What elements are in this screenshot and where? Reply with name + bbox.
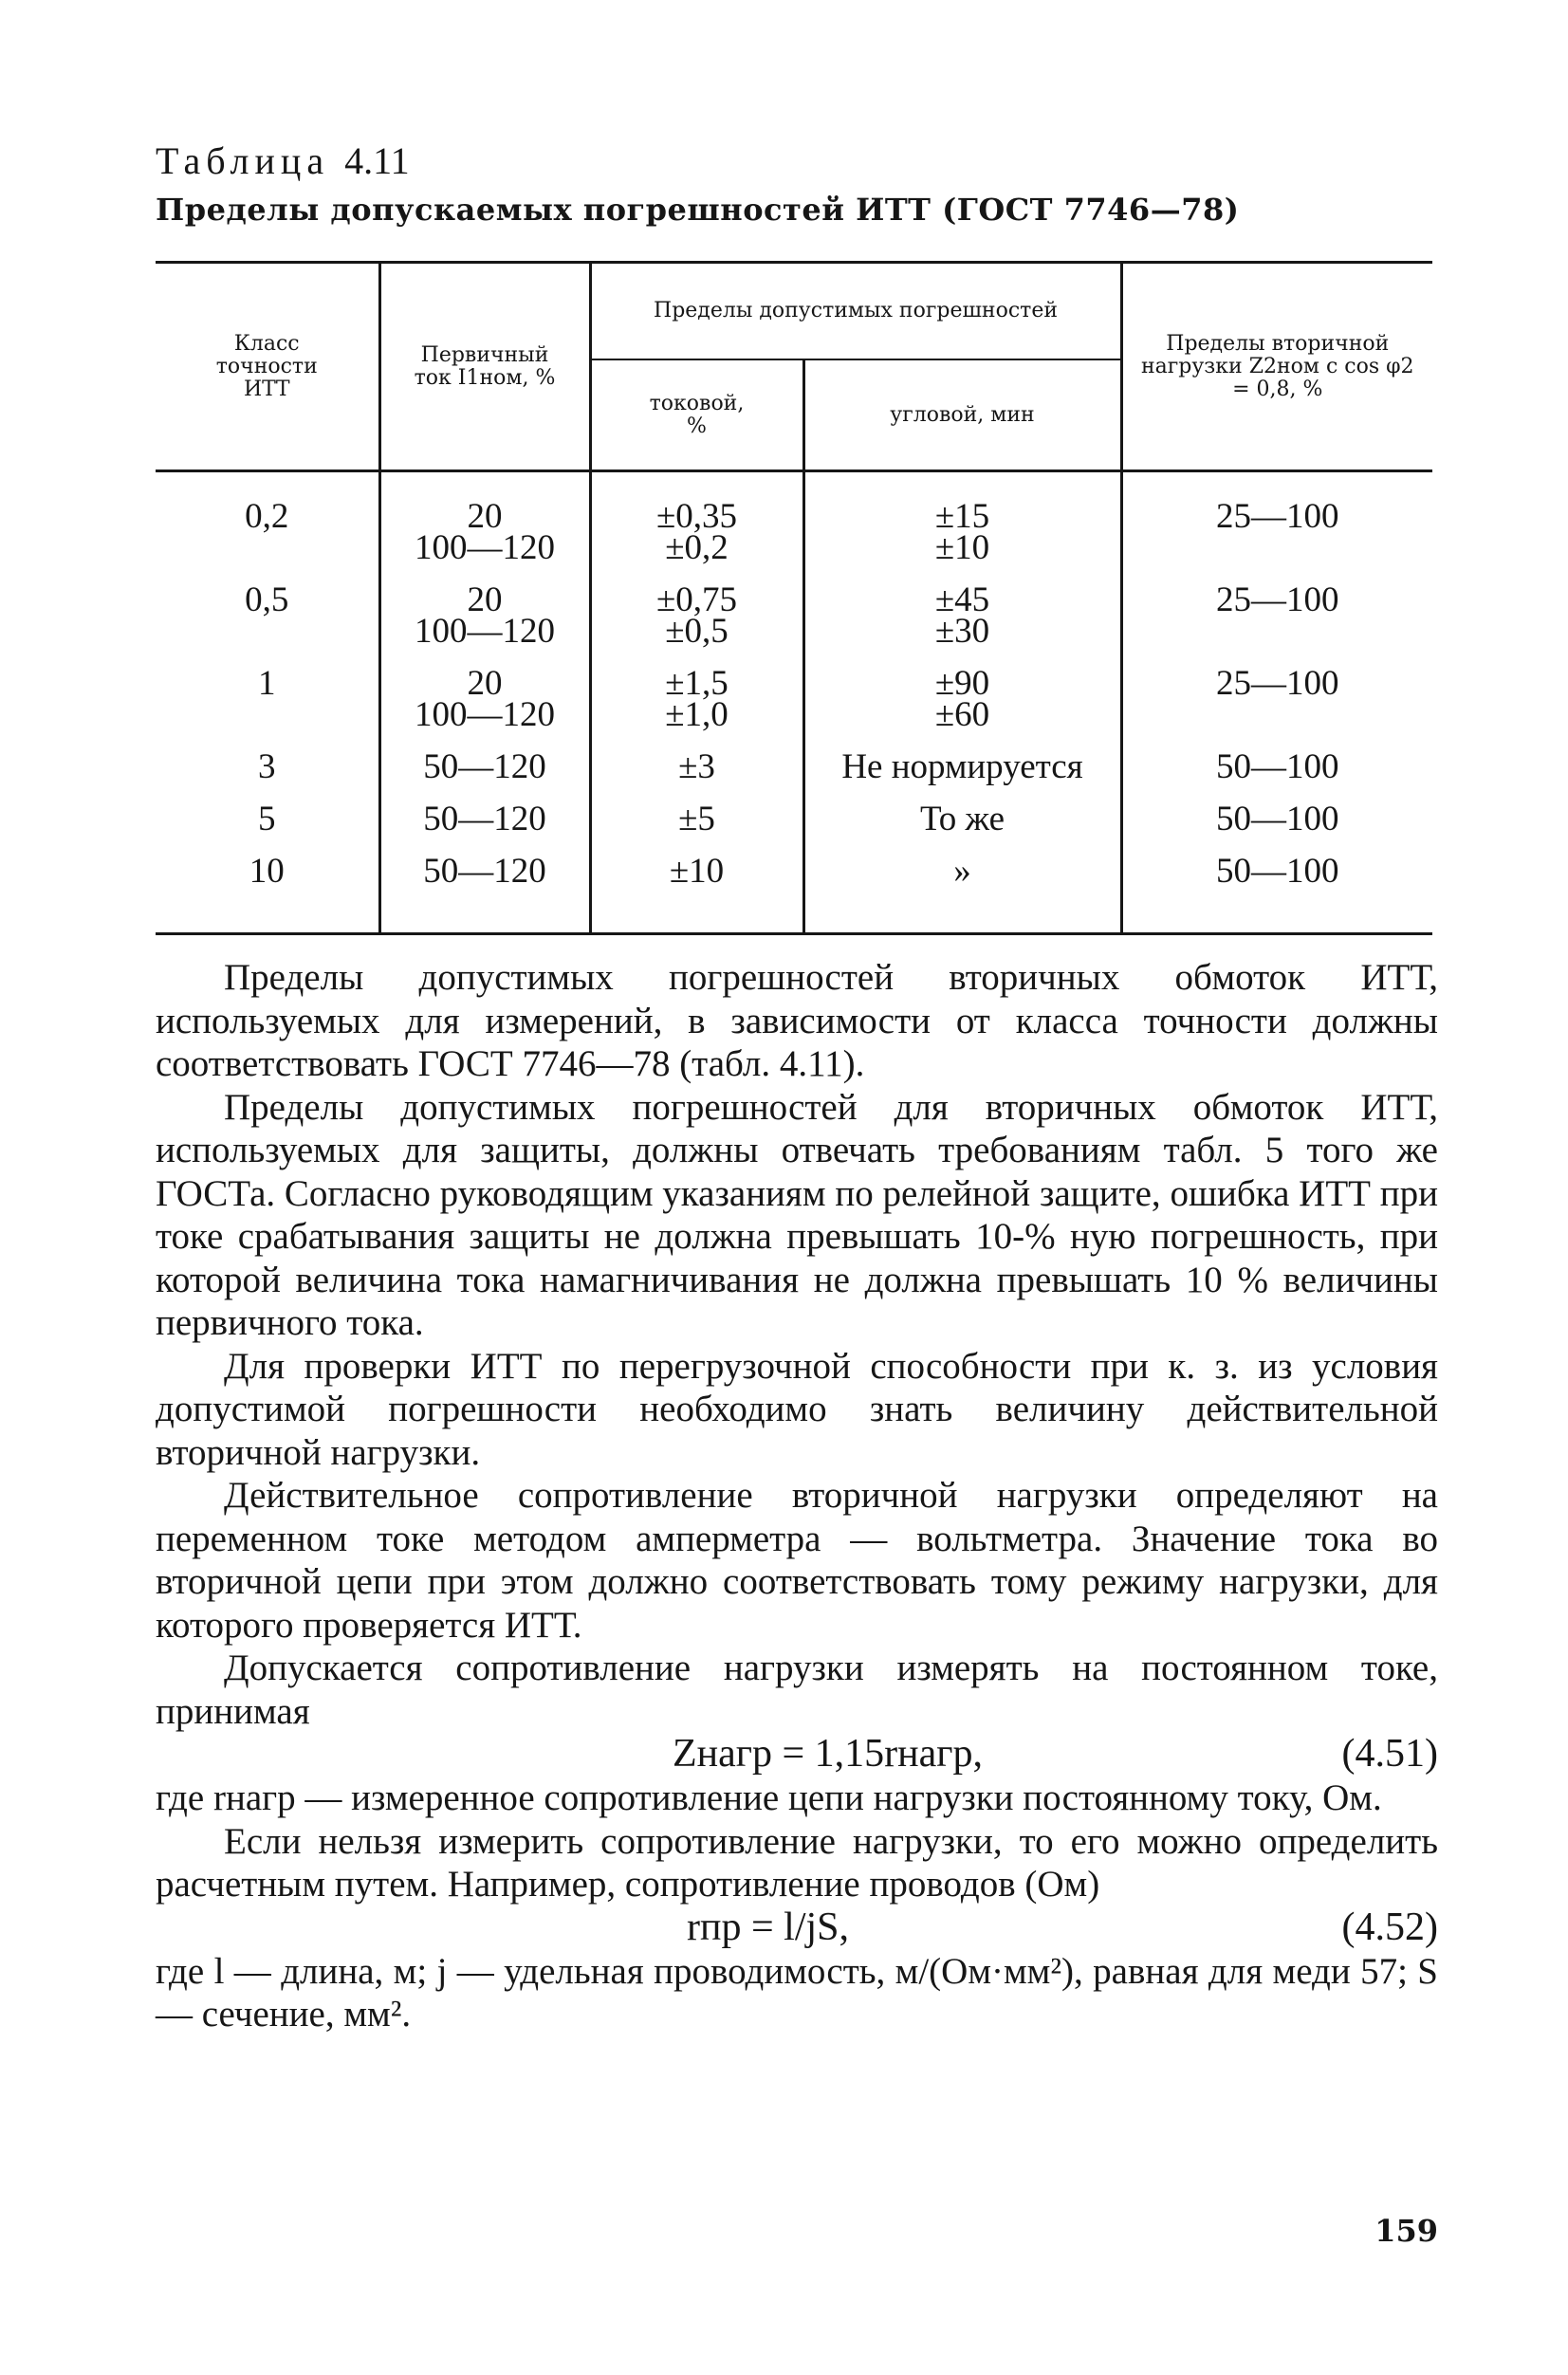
cell-line: 20 (467, 664, 503, 703)
formula-4-51 (156, 1733, 1438, 1777)
header-angular-error: угловой, мин (803, 359, 1121, 471)
cell-line: ±10 (934, 528, 990, 567)
caption-number: 4.11 (344, 139, 410, 182)
formula-4-52-number: (4.52) (1341, 1905, 1438, 1949)
cell-line: ±15 (934, 497, 990, 536)
cell-angular-error (803, 800, 1121, 856)
cell-accuracy-class (156, 664, 379, 751)
cell-line: 100—120 (415, 695, 555, 734)
cell-line: 50—120 (423, 800, 546, 838)
cell-line: 100—120 (415, 528, 555, 567)
cell-line: Не нормируется (841, 747, 1083, 786)
cell-line: » (953, 852, 971, 891)
cell-line: 50—100 (1216, 800, 1339, 838)
table-title: Пределы допускаемых погрешностей ИТТ (ГОСТ 7746—78) (156, 192, 1240, 228)
cell-accuracy-class (156, 471, 379, 585)
cell-line: ±0,75 (655, 580, 738, 619)
table-row (156, 668, 1432, 751)
table-caption-label (156, 138, 410, 183)
formula-4-51-text: Zнагр = 1,15rнагр, (673, 1732, 984, 1776)
cell-primary-current (379, 580, 590, 668)
cell-line: ±10 (669, 852, 725, 891)
table-row (156, 856, 1432, 934)
cell-line: 25—100 (1216, 497, 1339, 536)
cell-secondary-load (1121, 852, 1432, 934)
table-row (156, 584, 1432, 668)
cell-line: 50—100 (1216, 852, 1339, 891)
cell-accuracy-class (156, 747, 379, 803)
cell-line: ±90 (934, 664, 990, 703)
paragraph: Допускается сопротивление нагрузки измерять на постоянном токе, принимая (156, 1648, 1438, 1732)
cell-accuracy-class (156, 580, 379, 668)
paragraph: Пределы допустимых погрешностей вторичных обмоток ИТТ, используемых для измерений, в зависимости от класса точности должны соответствовать ГОСТ 7746—78 (табл. 4.11). (156, 957, 1438, 1084)
cell-secondary-load (1121, 800, 1432, 856)
header-primary-current-text: Первичный ток I1ном, % (414, 342, 556, 390)
cell-angular-error (803, 664, 1121, 751)
cell-accuracy-class (156, 800, 379, 856)
cell-primary-current (379, 800, 590, 856)
formula-4-51-number: (4.51) (1341, 1732, 1438, 1776)
cell-line: 3 (258, 747, 276, 786)
cell-primary-current (379, 852, 590, 934)
caption-label-text: Таблица (156, 139, 330, 182)
header-error-limits: Пределы допустимых погрешностей (590, 263, 1121, 360)
header-secondary-load (1121, 263, 1432, 471)
cell-line: ±45 (934, 580, 990, 619)
cell-line: ±60 (934, 695, 990, 734)
cell-line: ±0,2 (665, 528, 729, 567)
cell-angular-error (803, 747, 1121, 803)
cell-current-error (590, 852, 803, 934)
cell-current-error (590, 471, 803, 585)
cell-secondary-load (1121, 580, 1432, 668)
cell-line: 10 (249, 852, 285, 891)
cell-current-error (590, 664, 803, 751)
cell-angular-error (803, 471, 1121, 585)
cell-line: 20 (467, 497, 503, 536)
cell-line: 50—120 (423, 747, 546, 786)
page-number: 159 (1374, 2213, 1438, 2249)
header-current-error: токовой, % (590, 359, 803, 471)
cell-line: 1 (258, 664, 276, 703)
table-row (156, 471, 1432, 585)
cell-secondary-load (1121, 747, 1432, 803)
cell-line: ±1,0 (665, 695, 729, 734)
body-text (156, 956, 1438, 2036)
paragraph: Если нельзя измерить сопротивление нагрузки, то его можно определить расчетным путем. Например, сопротивление проводов (Ом) (156, 1820, 1438, 1905)
cell-angular-error (803, 852, 1121, 934)
formula-4-52 (156, 1906, 1438, 1950)
paragraph: где l — длина, м; j — удельная проводимость, м/(Ом·мм²), равная для меди 57; S — сечение, мм². (156, 1950, 1438, 2034)
cell-angular-error (803, 580, 1121, 668)
cell-line: ±5 (678, 800, 715, 838)
cell-line: 20 (467, 580, 503, 619)
paragraph: где rнагр — измеренное сопротивление цепи нагрузки постоянному току, Ом. (156, 1777, 1382, 1818)
paragraph: Пределы допустимых погрешностей для вторичных обмоток ИТТ, используемых для защиты, должны отвечать требованиям табл. 5 того же ГОСТа. Согласно руководящим указаниям по релейной защите, ошибка ИТТ при токе срабатывания защиты не должна превышать 10-% ную погрешность, при которой величина тока намагничивания не должна превышать 10 % величины первичного тока. (156, 1086, 1438, 1343)
cell-current-error (590, 580, 803, 668)
cell-primary-current (379, 471, 590, 585)
header-secondary-load-text: Пределы вторичной нагрузки Z2ном с cos φ2 = 0,8, % (1140, 331, 1414, 401)
cell-line: 50—100 (1216, 747, 1339, 786)
cell-line: 0,5 (245, 580, 289, 619)
cell-line: 100—120 (415, 612, 555, 651)
cell-accuracy-class (156, 852, 379, 934)
cell-line: 25—100 (1216, 664, 1339, 703)
cell-primary-current (379, 664, 590, 751)
header-accuracy-class: Класс точности ИТТ (156, 263, 379, 471)
formula-4-52-text: rпр = l/jS, (687, 1905, 850, 1949)
cell-line: ±0,35 (655, 497, 738, 536)
cell-secondary-load (1121, 664, 1432, 751)
paragraph: Для проверки ИТТ по перегрузочной способности при к. з. из условия допустимой погрешности необходимо знать величину действительной вторичной нагрузки. (156, 1345, 1438, 1473)
table-row (156, 803, 1432, 856)
cell-line: ±3 (678, 747, 715, 786)
cell-line: 50—120 (423, 852, 546, 891)
table-row (156, 751, 1432, 803)
cell-current-error (590, 800, 803, 856)
header-primary-current (379, 263, 590, 471)
cell-secondary-load (1121, 471, 1432, 585)
cell-current-error (590, 747, 803, 803)
paragraph: Действительное сопротивление вторичной нагрузки определяют на переменном токе методом амперметра — вольтметра. Значение тока во вторичной цепи при этом должно соответствовать тому режиму нагрузки, для которого проверяется ИТТ. (156, 1475, 1438, 1646)
cell-line: ±0,5 (665, 612, 729, 651)
cell-line: 0,2 (245, 497, 289, 536)
cell-line: 5 (258, 800, 276, 838)
cell-line: То же (919, 800, 1005, 838)
cell-line: ±1,5 (665, 664, 729, 703)
cell-primary-current (379, 747, 590, 803)
cell-line: 25—100 (1216, 580, 1339, 619)
cell-line: ±30 (934, 612, 990, 651)
error-limits-table (156, 261, 1432, 935)
